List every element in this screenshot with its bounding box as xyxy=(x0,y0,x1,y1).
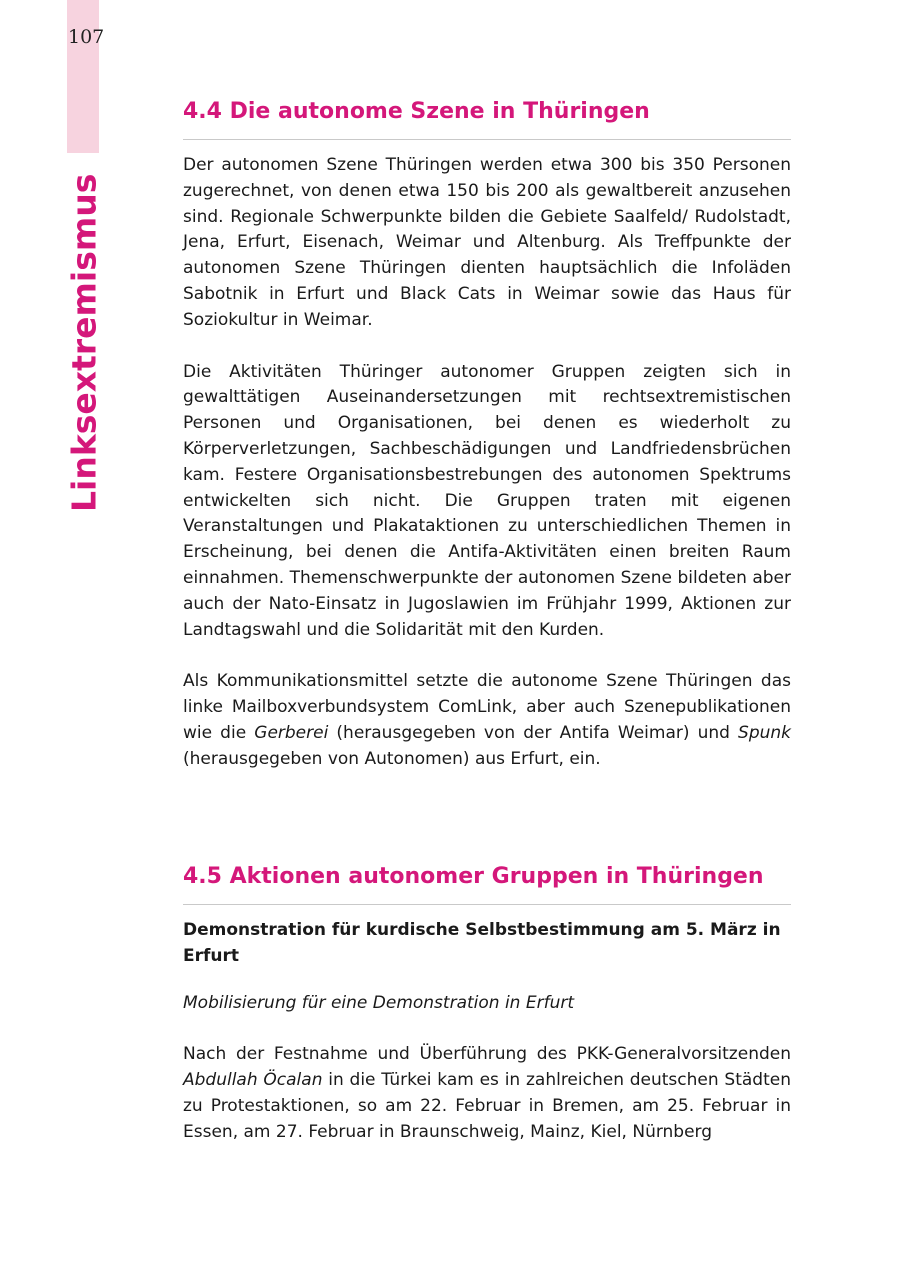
section-body-4-5 xyxy=(183,1042,791,1145)
paragraph: Die Aktivitäten Thüringer autonomer Gruppen zeigten sich in gewalttätigen Auseinandersetzungen mit rechtsextremistischen Personen und Organisationen, bei denen es wiederholt zu Körperverletzungen, Sachbeschädigungen und Landfriedensbrüchen kam. Festere Organisationsbestrebungen des autonomen Spektrums entwickelten sich nicht. Die Gruppen traten mit eigenen Veranstaltungen und Plakataktionen zu unterschiedlichen Themen in Erscheinung, bei denen die Antifa-Aktivitäten einen breiten Raum einnahmen. Themenschwerpunkte der autonomen Szene bildeten aber auch der Nato-Einsatz in Jugoslawien im Frühjahr 1999, Aktionen zur Landtagswahl und die Solidarität mit den Kurden. xyxy=(183,361,791,640)
text-run: Nach der Festnahme und Überführung des PKK-Generalvorsitzenden xyxy=(183,1044,791,1065)
section-heading-4-4: 4.4 Die autonome Szene in Thüringen xyxy=(183,96,791,140)
sub-heading: Demonstration für kurdische Selbstbestimmung am 5. März in Erfurt xyxy=(183,919,781,966)
paragraph: Der autonomen Szene Thüringen werden etwa 300 bis 350 Personen zugerechnet, von denen etwa 150 bis 200 als gewaltbereit anzusehen sind. Regionale Schwerpunkte bilden die Gebiete Saalfeld/ Rudolstadt, Jena, Erfurt, Eisenach, Weimar und Altenburg. Als Treffpunkte der autonomen Szene Thüringen dienten hauptsächlich die Infoläden Sabotnik in Erfurt und Black Cats in Weimar sowie das Haus für Soziokultur in Weimar. xyxy=(183,155,791,330)
person-name: Abdullah Öcalan xyxy=(183,1070,323,1091)
paragraph xyxy=(183,669,791,772)
page-content xyxy=(183,96,791,1146)
side-color-band xyxy=(67,0,99,153)
text-run: in die Türkei kam es in zahlreichen deutschen Städten zu Protestaktionen, so am 22. Februar in Bremen, am 25. Februar in Essen, am 27. Februar in Braunschweig, Mainz, Kiel, Nürnberg xyxy=(183,1070,791,1142)
publication-title: Gerberei xyxy=(254,722,329,743)
publication-title: Spunk xyxy=(738,722,792,743)
text-run: (herausgegeben von der Antifa Weimar) und xyxy=(328,722,739,743)
paragraph xyxy=(183,1042,791,1145)
chapter-side-title: Linksextremismus xyxy=(64,173,104,513)
page-number: 107 xyxy=(68,26,105,48)
section-heading-4-5: 4.5 Aktionen autonomer Gruppen in Thüringen xyxy=(183,861,791,905)
section-body-4-4 xyxy=(183,153,791,773)
text-run: Als Kommunikationsmittel setzte die autonome Szene Thüringen das linke Mailboxverbundsystem ComLink, aber auch Szenepublikationen wie die xyxy=(183,671,791,743)
text-run: (herausgegeben von Autonomen) aus Erfurt, ein. xyxy=(183,748,601,769)
italic-subtitle: Mobilisierung für eine Demonstration in Erfurt xyxy=(183,992,574,1013)
